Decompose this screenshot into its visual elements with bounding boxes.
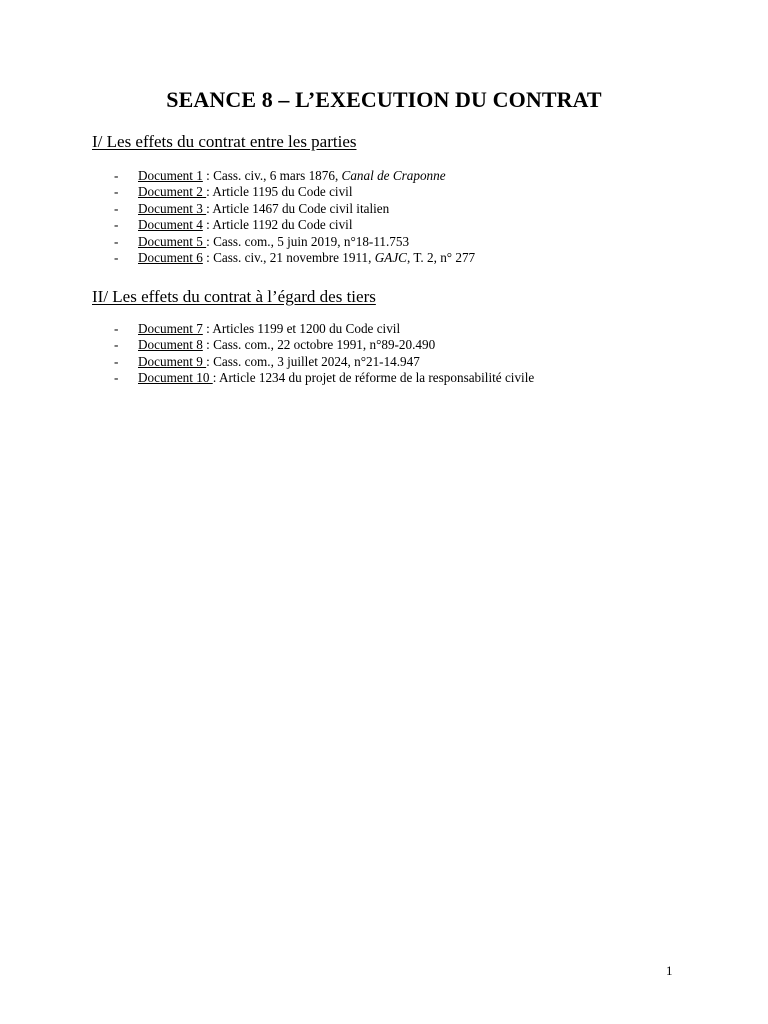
document-label: Document 1 [138, 168, 203, 183]
document-reference-italic: GAJC [374, 249, 407, 265]
document-label: Document 6 [138, 249, 203, 265]
document-label: Document 2 [138, 184, 207, 200]
label-separator: : [206, 233, 214, 249]
label-separator: : [202, 337, 214, 353]
document-reference: Cass. civ., 6 mars 1876, [213, 168, 342, 183]
label-separator: : [206, 184, 213, 200]
list-item [114, 234, 475, 250]
page-title: SEANCE 8 – L’EXECUTION DU CONTRAT [166, 87, 602, 112]
document-reference: Article 1195 du Code civil [212, 184, 353, 200]
list-bullet: - [114, 233, 119, 249]
document-reference: Articles 1199 et 1200 du Code civil [212, 321, 401, 336]
document-label: Document 7 [138, 321, 203, 336]
label-separator: : [202, 321, 213, 336]
document-reference-tail: , T. 2, n° 277 [406, 249, 476, 265]
list-bullet: - [114, 217, 119, 233]
label-separator: : [202, 249, 214, 265]
document-reference: Article 1467 du Code civil italien [212, 200, 390, 216]
document-label: Document 9 [138, 353, 207, 369]
list-bullet: - [114, 353, 119, 369]
document-reference: Article 1192 du Code civil [212, 217, 353, 233]
list-item [114, 321, 534, 337]
document-label: Document 4 [138, 217, 203, 233]
list-bullet: - [114, 168, 119, 183]
list-item [114, 354, 534, 370]
page-number: 1 [666, 963, 673, 978]
document-label: Document 5 [138, 233, 207, 249]
document-label: Document 8 [138, 337, 203, 353]
document-reference: Cass. com., 5 juin 2019, n°18-11.753 [213, 233, 410, 249]
list-bullet: - [114, 184, 119, 200]
document-list-tiers [114, 321, 534, 387]
list-item [114, 250, 475, 266]
document-label: Document 10 [138, 370, 213, 386]
list-bullet: - [114, 200, 119, 216]
list-item [114, 337, 534, 353]
document-reference: Cass. com., 22 octobre 1991, n°89-20.490 [213, 337, 436, 353]
section-heading-parties: I/ Les effets du contrat entre les parties [92, 132, 357, 151]
list-item [114, 184, 475, 200]
section-heading-tiers: II/ Les effets du contrat à l’égard des tiers [92, 287, 376, 306]
list-bullet: - [114, 249, 119, 265]
list-item [114, 217, 475, 233]
list-item [114, 370, 534, 386]
list-item [114, 201, 475, 217]
label-separator: : [206, 200, 213, 216]
document-reference: Cass. civ., 21 novembre 1911, [213, 249, 375, 265]
document-reference: Cass. com., 3 juillet 2024, n°21-14.947 [213, 353, 420, 369]
label-separator: : [206, 353, 214, 369]
label-separator: : [202, 217, 213, 233]
list-item [114, 168, 475, 184]
document-reference: Article 1234 du projet de réforme de la responsabilité civile [218, 370, 535, 386]
list-bullet: - [114, 370, 119, 386]
label-separator: : [212, 370, 219, 386]
list-bullet: - [114, 321, 119, 336]
list-bullet: - [114, 337, 119, 353]
document-list-parties [114, 168, 475, 266]
label-separator: : [202, 168, 214, 183]
document-label: Document 3 [138, 200, 207, 216]
document-reference-italic: Canal de Craponne [341, 168, 446, 183]
